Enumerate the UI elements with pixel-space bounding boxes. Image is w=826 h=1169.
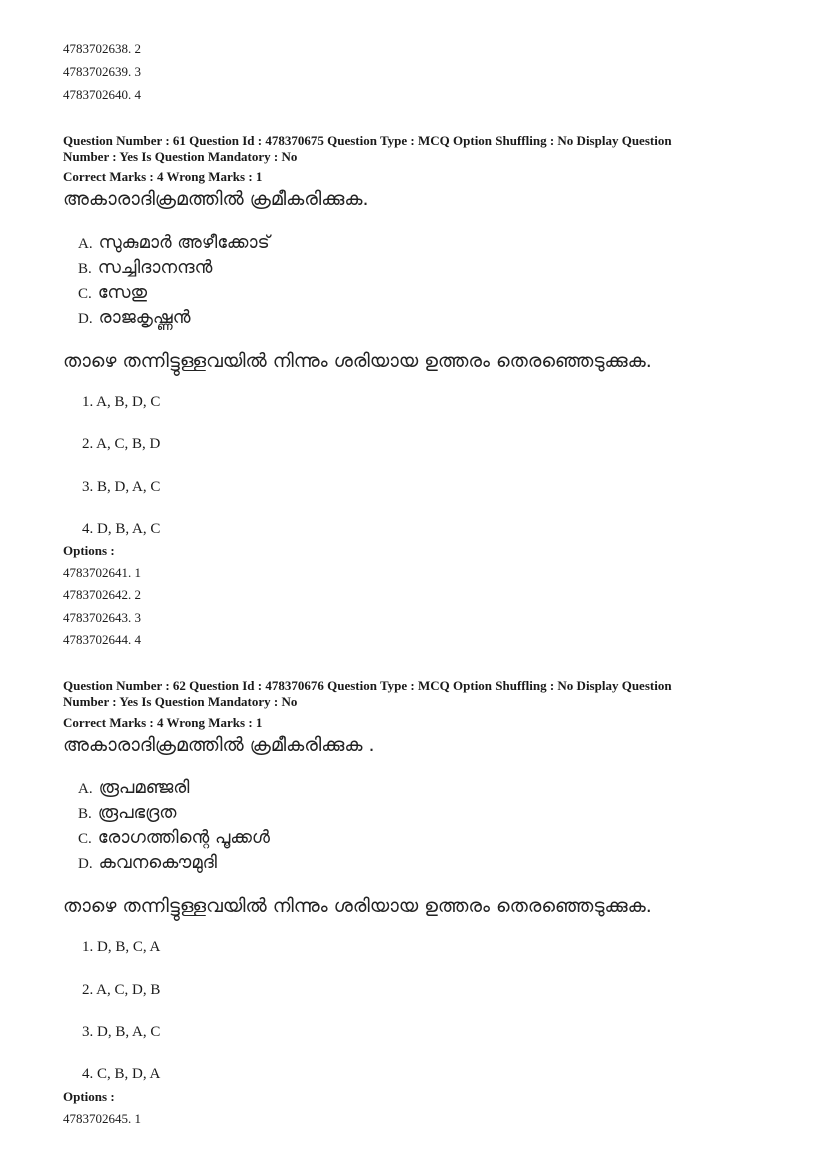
item-text: രൂപഭദ്രത [97, 802, 177, 823]
question-meta-line2: Number : Yes Is Question Mandatory : No [63, 694, 298, 709]
answer-choice: 3. B, D, A, C [82, 479, 161, 495]
answer-choice: 3. D, B, A, C [82, 1024, 161, 1040]
options-label: Options : [63, 543, 115, 558]
answer-choice: 1. D, B, C, A [82, 939, 161, 955]
question-item [78, 777, 189, 798]
item-text: സേതു [97, 282, 148, 303]
question-item [78, 232, 270, 253]
item-label: B. [78, 261, 92, 277]
question-instruction: താഴെ തന്നിട്ടുള്ളവയിൽ നിന്നും ശരിയായ ഉത്തരം തെരഞ്ഞെടുക്കുക. [63, 895, 652, 917]
item-text: സച്ചിദാനന്ദൻ [97, 257, 213, 278]
option-line: 4783702639. 3 [63, 64, 141, 79]
question-text: അകാരാദിക്രമത്തിൽ ക്രമീകരിക്കുക. [63, 188, 369, 210]
question-text: അകാരാദിക്രമത്തിൽ ക്രമീകരിക്കുക . [63, 734, 375, 756]
question-meta-line2: Number : Yes Is Question Mandatory : No [63, 149, 298, 164]
item-text: കവനകൌമുദി [98, 852, 217, 873]
item-label: B. [78, 806, 92, 822]
item-text: രാജകൃഷ്ണൻ [98, 307, 191, 328]
answer-choice: 4. C, B, D, A [82, 1066, 161, 1082]
options-label: Options : [63, 1089, 115, 1104]
question-item [78, 852, 217, 873]
item-label: D. [78, 311, 93, 327]
item-text: സുകുമാർ അഴീക്കോട് [98, 232, 270, 253]
item-label: C. [78, 286, 92, 302]
question-item [78, 307, 191, 328]
answer-choice: 2. A, C, D, B [82, 982, 161, 998]
option-line: 4783702643. 3 [63, 610, 141, 625]
question-marks: Correct Marks : 4 Wrong Marks : 1 [63, 169, 263, 184]
question-item [78, 282, 147, 303]
question-instruction: താഴെ തന്നിട്ടുള്ളവയിൽ നിന്നും ശരിയായ ഉത്തരം തെരഞ്ഞെടുക്കുക. [63, 350, 652, 372]
item-text: രോഗത്തിന്റെ പൂക്കൾ [97, 827, 270, 848]
question-item [78, 257, 212, 278]
answer-choice: 2. A, C, B, D [82, 436, 161, 452]
item-label: A. [78, 236, 93, 252]
item-label: A. [78, 781, 93, 797]
question-marks: Correct Marks : 4 Wrong Marks : 1 [63, 715, 263, 730]
item-label: C. [78, 831, 92, 847]
option-line: 4783702641. 1 [63, 565, 141, 580]
question-meta-line1: Question Number : 61 Question Id : 478370675 Question Type : MCQ Option Shuffling : No Display Question [63, 133, 672, 148]
option-line: 4783702645. 1 [63, 1111, 141, 1126]
answer-choice: 4. D, B, A, C [82, 521, 161, 537]
question-meta-line1: Question Number : 62 Question Id : 478370676 Question Type : MCQ Option Shuffling : No Display Question [63, 678, 672, 693]
option-line: 4783702640. 4 [63, 87, 141, 102]
option-line: 4783702638. 2 [63, 41, 141, 56]
question-item [78, 827, 270, 848]
item-label: D. [78, 856, 93, 872]
item-text: രൂപമഞ്ജരി [98, 777, 190, 798]
answer-choice: 1. A, B, D, C [82, 394, 161, 410]
option-line: 4783702642. 2 [63, 587, 141, 602]
option-line: 4783702644. 4 [63, 632, 141, 647]
question-item [78, 802, 176, 823]
